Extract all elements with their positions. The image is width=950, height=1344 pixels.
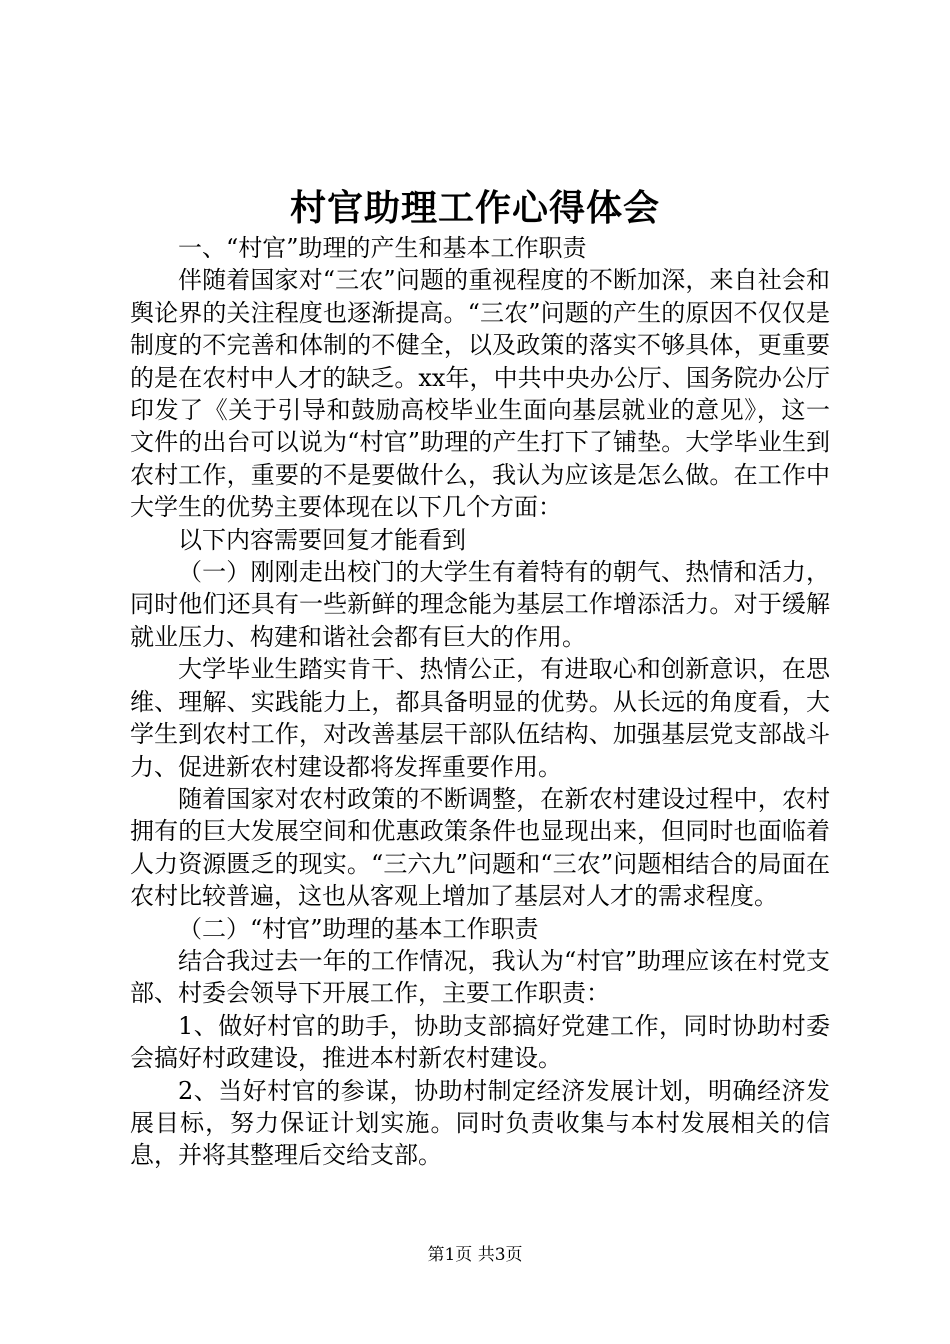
- section-heading-1: 一、“村官”助理的产生和基本工作职责: [178, 234, 587, 262]
- list-item: 1、做好村官的助手，协助支部搞好党建工作，同时协助村委会搞好村政建设，推进本村新农村建设。: [130, 1011, 830, 1073]
- section-heading-2: （二）“村官”助理的基本工作职责: [178, 914, 539, 943]
- document-body: [130, 232, 830, 1172]
- paragraph: 结合我过去一年的工作情况，我认为“村官”助理应该在村党支部、村委会领导下开展工作，主要工作职责：: [130, 946, 830, 1008]
- paragraph: 伴随着国家对“三农”问题的重视程度的不断加深，来自社会和舆论界的关注程度也逐渐提高。“三农”问题的产生的原因不仅仅是制度的不完善和体制的不健全，以及政策的落实不够具体，更重要的是在农村中人才的缺乏。xx年，中共中央办公厅、国务院办公厅印发了《关于引导和鼓励高校毕业生面向基层就业的意见》，这一文件的出台可以说为“村官”助理的产生打下了铺垫。大学毕业生到农村工作，重要的不是要做什么，我认为应该是怎么做。在工作中大学生的优势主要体现在以下几个方面：: [130, 266, 830, 522]
- paragraph: 随着国家对农村政策的不断调整，在新农村建设过程中，农村拥有的巨大发展空间和优惠政策条件也显现出来，但同时也面临着人力资源匮乏的现实。“三六九”问题和“三农”问题相结合的局面在农村比较普遍，这也从客观上增加了基层对人才的需求程度。: [130, 784, 830, 911]
- document-title: 村官助理工作心得体会: [289, 187, 660, 229]
- page-number: 第1页 共3页: [427, 1245, 523, 1265]
- paragraph: （一）刚刚走出校门的大学生有着特有的朝气、热情和活力，同时他们还具有一些新鲜的理念能为基层工作增添活力。对于缓解就业压力、构建和谐社会都有巨大的作用。: [130, 558, 830, 651]
- paragraph: 大学毕业生踏实肯干、热情公正，有进取心和创新意识，在思维、理解、实践能力上，都具备明显的优势。从长远的角度看，大学生到农村工作，对改善基层干部队伍结构、加强基层党支部战斗力、促进新农村建设都将发挥重要作用。: [130, 655, 830, 781]
- hidden-content-notice: 以下内容需要回复才能看到: [178, 525, 466, 554]
- list-item: 2、当好村官的参谋，协助村制定经济发展计划，明确经济发展目标，努力保证计划实施。同时负责收集与本村发展相关的信息，并将其整理后交给支部。: [130, 1076, 830, 1170]
